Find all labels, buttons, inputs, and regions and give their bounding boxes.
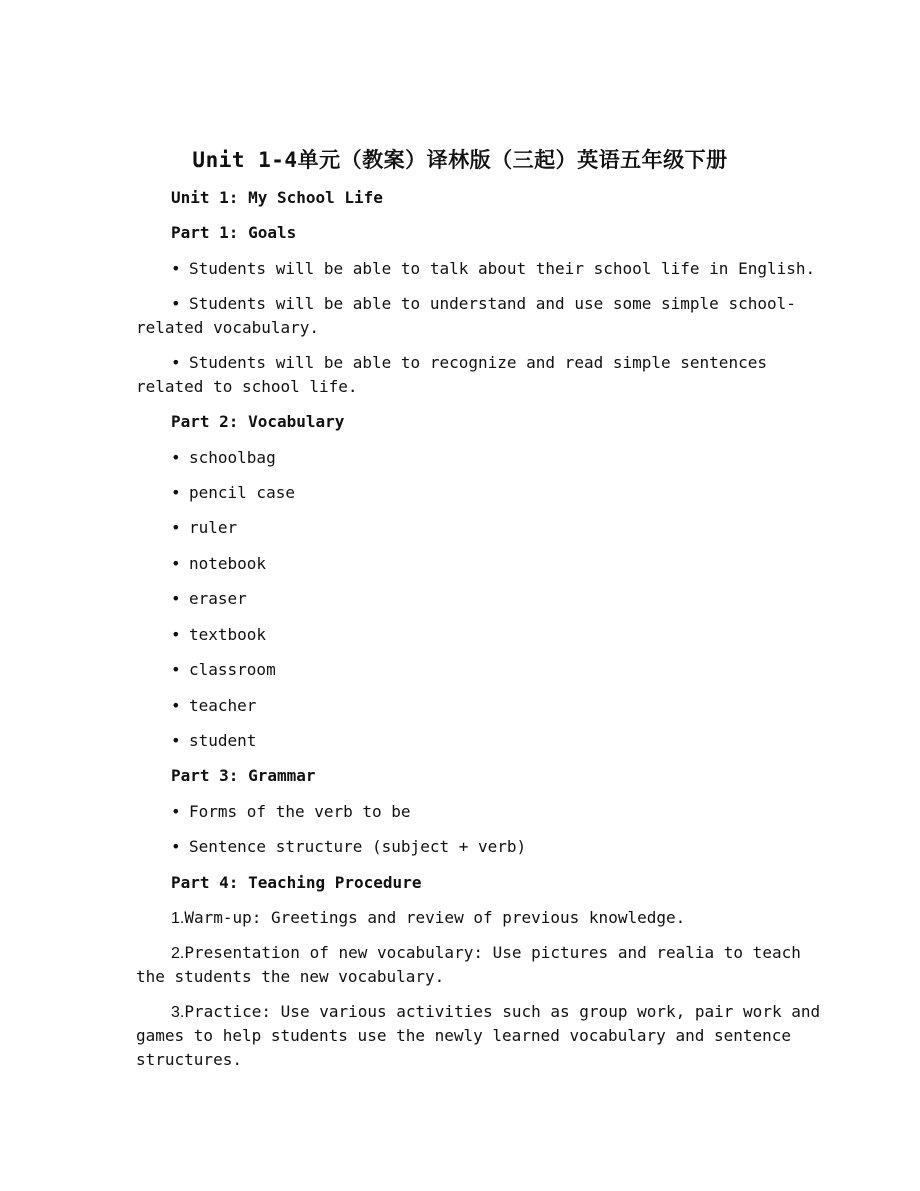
bullet-icon: • [171,259,181,278]
bullet-icon: • [171,731,181,750]
bullet-icon: • [171,554,181,573]
goal-item: • Students will be able to talk about their school life in English. [171,257,815,281]
vocab-item: • ruler [171,516,237,540]
vocab-item: • pencil case [171,481,295,505]
grammar-item: • Sentence structure (subject + verb) [171,835,526,859]
procedure-step-continuation: the students the new vocabulary. [136,967,445,986]
part3-heading: Part 3: Grammar [171,766,316,785]
vocab-item: • student [171,729,256,753]
bullet-icon: • [171,625,181,644]
bullet-icon: • [171,802,181,821]
goal-item-continuation: related to school life. [136,377,358,396]
bullet-icon: • [171,696,181,715]
vocab-item: • teacher [171,694,256,718]
vocab-item: • eraser [171,587,247,611]
grammar-item: • Forms of the verb to be [171,800,411,824]
bullet-icon: • [171,589,181,608]
step-number: 2. [171,945,185,962]
page-title: Unit 1-4单元（教案）译林版（三起）英语五年级下册 [192,148,728,172]
goal-item: • Students will be able to understand and use some simple school- [171,292,796,316]
step-number: 3. [171,1004,185,1021]
part4-heading: Part 4: Teaching Procedure [171,873,422,892]
bullet-icon: • [171,483,181,502]
part1-heading: Part 1: Goals [171,223,297,242]
bullet-icon: • [171,837,181,856]
vocab-item: • schoolbag [171,446,276,470]
step-number: 1. [171,910,185,927]
bullet-icon: • [171,518,181,537]
goal-item-continuation: related vocabulary. [136,318,320,337]
part2-heading: Part 2: Vocabulary [171,412,345,431]
procedure-step-continuation: games to help students use the newly learned vocabulary and sentence [136,1026,792,1045]
bullet-icon: • [171,353,181,372]
vocab-item: • classroom [171,658,276,682]
procedure-step-continuation: structures. [136,1050,242,1069]
unit-heading: Unit 1: My School Life [171,188,383,207]
goal-item: • Students will be able to recognize and read simple sentences [171,351,767,375]
procedure-step: 2.Presentation of new vocabulary: Use pictures and realia to teach [171,943,801,962]
vocab-item: • textbook [171,623,266,647]
bullet-icon: • [171,294,181,313]
vocab-item: • notebook [171,552,266,576]
procedure-step: 1.Warm-up: Greetings and review of previous knowledge. [171,908,686,927]
procedure-step: 3.Practice: Use various activities such as group work, pair work and [171,1002,821,1021]
bullet-icon: • [171,660,181,679]
bullet-icon: • [171,448,181,467]
